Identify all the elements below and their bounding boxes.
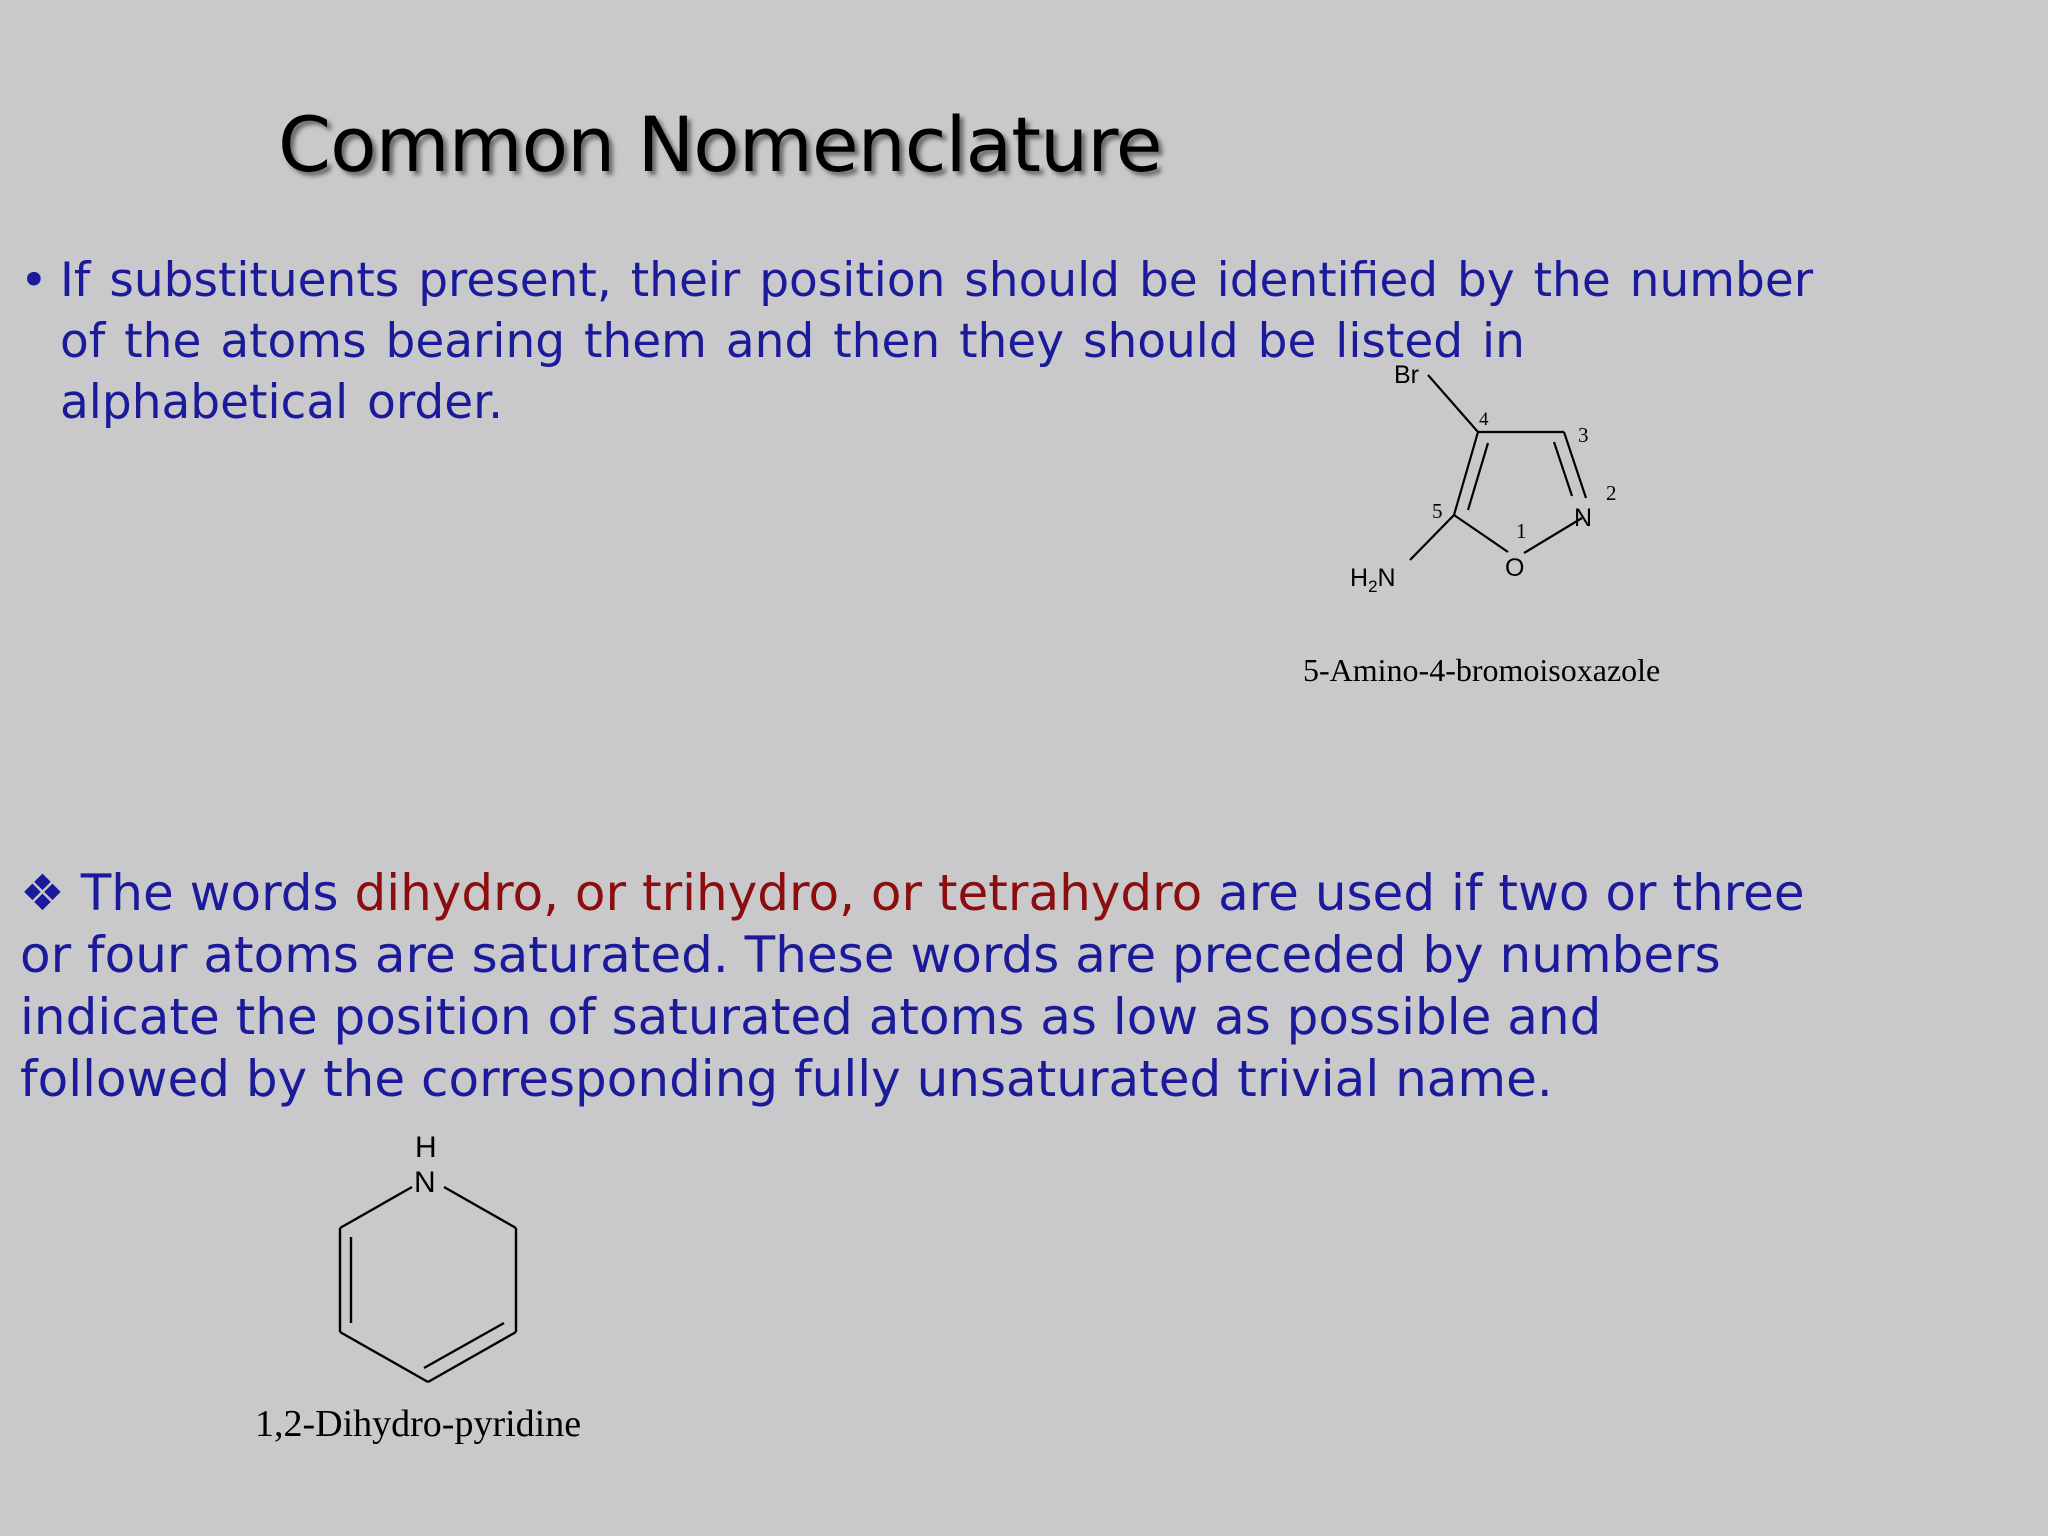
bullet-text-part2: are used if two or three or four atoms are saturated. These words are preceded by numbers indicate the position of saturated atoms as low as possible and followed by the corresponding fully unsaturated trivial name.: [20, 864, 1805, 1108]
position-number-1: 1: [1516, 519, 1527, 543]
dihydropyridine-caption: 1,2-Dihydro-pyridine: [255, 1403, 582, 1445]
position-number-5: 5: [1432, 499, 1443, 523]
position-number-2: 2: [1606, 481, 1617, 505]
hydrogen-label: H: [415, 1131, 437, 1164]
highlighted-hydro-words: dihydro, or trihydro, or tetrahydro: [354, 864, 1203, 922]
isoxazole-caption: 5-Amino-4-bromoisoxazole: [1303, 652, 1661, 688]
bullet-text: If substituents present, their position should be identified by the number of the atoms bearing them and then they should be listed in alphabetical order.: [60, 253, 1814, 430]
bullet-marker: •: [20, 253, 48, 308]
bullet-hydro-prefixes: [20, 862, 1820, 1110]
bullet-diamond-marker: ❖: [20, 864, 65, 922]
slide-title: Common Nomenclature: [278, 100, 1162, 189]
oxygen-label: O: [1505, 554, 1525, 582]
nitrogen-label: N: [1574, 504, 1593, 532]
dihydropyridine-structure: [320, 1125, 540, 1385]
isoxazole-structure: [1320, 350, 1680, 600]
nitrogen-label: N: [414, 1166, 436, 1199]
position-number-4: 4: [1479, 409, 1489, 430]
bullet-text-part1: The words: [64, 864, 355, 922]
amino-label: $H_2N$: [1350, 564, 1396, 596]
bromine-label: Br: [1394, 361, 1419, 389]
position-number-3: 3: [1578, 423, 1589, 447]
